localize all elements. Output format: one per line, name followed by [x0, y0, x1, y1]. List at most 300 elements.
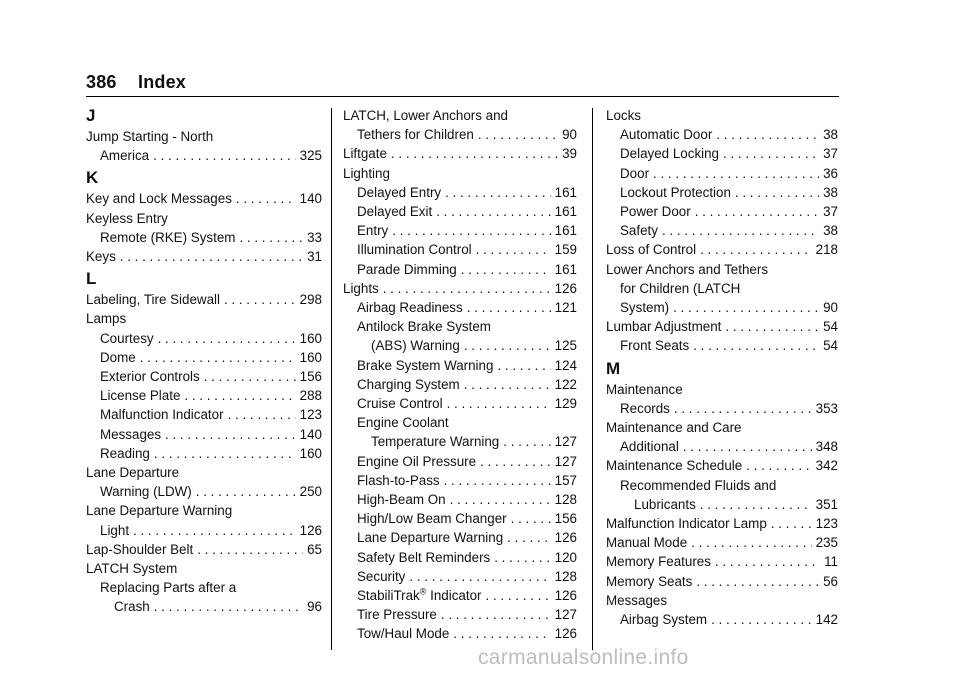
- page-reference: 126: [554, 280, 577, 296]
- dot-leader: [695, 202, 819, 221]
- entry-label: Illumination Control: [357, 242, 472, 258]
- entry-text: [620, 437, 679, 456]
- index-entry: [343, 356, 577, 375]
- page-reference: 250: [299, 484, 322, 500]
- index-entry: [606, 144, 838, 163]
- index-entry: [343, 317, 577, 336]
- index-entry: [86, 228, 322, 247]
- index-entry: [343, 298, 577, 317]
- entry-text: [100, 386, 180, 405]
- page-reference: 127: [554, 434, 577, 450]
- page-reference: 298: [299, 292, 322, 308]
- entry-text: [100, 578, 236, 597]
- entry-text: [371, 432, 499, 451]
- dot-leader: [653, 164, 819, 183]
- entry-text: [100, 405, 224, 424]
- index-entry: [86, 209, 322, 228]
- index-entry: [86, 405, 322, 424]
- dot-leader: [196, 482, 296, 501]
- entry-label: Replacing Parts after a: [100, 580, 237, 596]
- page-reference: 140: [299, 426, 322, 442]
- page-reference: 348: [815, 439, 838, 455]
- index-entry: [343, 452, 577, 471]
- index-entry: [86, 444, 322, 463]
- entry-text: [86, 127, 213, 146]
- page-reference: 161: [554, 223, 577, 239]
- entry-label: Remote (RKE) System: [100, 229, 236, 245]
- entry-text: [357, 567, 405, 586]
- page-reference: 38: [823, 184, 838, 200]
- entry-label: Delayed Exit: [357, 204, 433, 220]
- entry-text: [357, 471, 440, 490]
- entry-text: [86, 463, 179, 482]
- entry-label: Liftgate: [343, 146, 387, 162]
- entry-label: Dome: [100, 349, 136, 365]
- entry-label: Crash: [114, 599, 150, 615]
- entry-text: [357, 221, 388, 240]
- dot-leader: [494, 548, 550, 567]
- dot-leader: [204, 367, 296, 386]
- entry-text: [343, 164, 390, 183]
- dot-leader: [461, 260, 551, 279]
- entry-text: [620, 183, 731, 202]
- entry-label: High-Beam On: [357, 492, 446, 508]
- index-entry: [606, 260, 838, 279]
- page-reference: 123: [299, 407, 322, 423]
- section-letter: L: [86, 269, 97, 289]
- dot-leader: [383, 279, 551, 298]
- entry-label: Lap-Shoulder Belt: [86, 541, 194, 557]
- entry-label: StabiliTrak: [357, 588, 420, 604]
- index-entry: [86, 309, 322, 328]
- dot-leader: [441, 605, 551, 624]
- index-entry: [343, 471, 577, 490]
- page-reference: 156: [299, 369, 322, 385]
- entry-label: Front Seats: [620, 338, 690, 354]
- dot-leader: [409, 567, 550, 586]
- index-entry: [606, 437, 838, 456]
- entry-label: Brake System Warning: [357, 357, 494, 373]
- page-reference: 342: [815, 458, 838, 474]
- entry-label: Temperature Warning: [371, 434, 500, 450]
- entry-label: Light: [100, 522, 130, 538]
- dot-leader: [392, 221, 550, 240]
- page-reference: 126: [554, 588, 577, 604]
- index-entry: [343, 413, 577, 432]
- dot-leader: [683, 437, 812, 456]
- page-title: Index: [138, 72, 187, 92]
- entry-text: [620, 336, 689, 355]
- entry-text: [100, 521, 129, 540]
- page-reference: 39: [562, 146, 577, 162]
- section-letter: M: [606, 358, 621, 378]
- dot-leader: [444, 471, 551, 490]
- entry-text: [606, 572, 692, 591]
- dot-leader: [133, 521, 296, 540]
- dot-leader: [716, 125, 819, 144]
- dot-leader: [445, 183, 551, 202]
- dot-leader: [153, 146, 296, 165]
- entry-text: [357, 624, 449, 643]
- index-entry: [606, 610, 838, 629]
- page-reference: 353: [815, 400, 838, 416]
- entry-label: Engine Coolant: [357, 415, 449, 431]
- index-entry: [606, 456, 838, 475]
- entry-label: Delayed Locking: [620, 146, 720, 162]
- entry-label: Malfunction Indicator Lamp: [606, 516, 767, 532]
- entry-text: [86, 247, 116, 266]
- entry-label: (ABS) Warning: [371, 338, 460, 354]
- entry-label: Maintenance: [606, 381, 683, 397]
- entry-label: Keyless Entry: [86, 210, 168, 226]
- dot-leader: [239, 228, 303, 247]
- entry-label: Lubricants: [634, 496, 696, 512]
- entry-text: [620, 221, 658, 240]
- page-reference: 33: [307, 229, 322, 245]
- page-reference: 157: [554, 472, 577, 488]
- dot-leader: [224, 290, 296, 309]
- entry-text: [606, 533, 687, 552]
- section-letter: K: [86, 168, 99, 188]
- page-reference: 37: [823, 204, 838, 220]
- dot-leader: [673, 298, 819, 317]
- entry-text: [86, 290, 220, 309]
- entry-label: Tire Pressure: [357, 607, 437, 623]
- dot-leader: [154, 444, 296, 463]
- page-reference: 161: [554, 184, 577, 200]
- entry-text: [606, 106, 641, 125]
- dot-leader: [486, 586, 551, 605]
- index-entry: [343, 202, 577, 221]
- page-reference: 160: [299, 330, 322, 346]
- page-reference: 161: [554, 204, 577, 220]
- entry-label: Lane Departure Warning: [86, 503, 233, 519]
- index-entry: [343, 624, 577, 643]
- page-reference: 65: [307, 541, 322, 557]
- entry-text: [357, 260, 457, 279]
- dot-leader: [436, 202, 550, 221]
- index-entry: [343, 490, 577, 509]
- dot-leader: [507, 528, 551, 547]
- dot-leader: [154, 597, 303, 616]
- entry-label: LATCH System: [86, 561, 178, 577]
- entry-label: Loss of Control: [606, 242, 697, 258]
- page-reference: 126: [299, 522, 322, 538]
- index-entry: [86, 146, 322, 165]
- entry-label: Lane Departure Warning: [357, 530, 504, 546]
- entry-label: Warning (LDW): [100, 484, 192, 500]
- entry-text: [606, 380, 683, 399]
- dot-leader: [228, 405, 296, 424]
- entry-label: Reading: [100, 445, 150, 461]
- dot-leader: [725, 317, 819, 336]
- index-entry: [606, 572, 838, 591]
- entry-label: Delayed Entry: [357, 184, 442, 200]
- entry-text: [620, 399, 670, 418]
- header-rule: [86, 96, 839, 97]
- dot-leader: [691, 533, 812, 552]
- index-entry: [343, 125, 577, 144]
- page-reference: 218: [815, 242, 838, 258]
- entry-text: [620, 476, 776, 495]
- page-reference: 125: [554, 338, 577, 354]
- entry-text: [357, 298, 463, 317]
- dot-leader: [140, 348, 296, 367]
- page-reference: 54: [823, 338, 838, 354]
- entry-label: Tethers for Children: [357, 127, 474, 143]
- index-column-3: [606, 106, 838, 629]
- page-header: [86, 72, 186, 93]
- index-entry: [86, 559, 322, 578]
- entry-label: Maintenance and Care: [606, 420, 742, 436]
- page-reference: 351: [815, 496, 838, 512]
- page-reference: 122: [554, 376, 577, 392]
- index-entry: [606, 591, 838, 610]
- entry-text: [606, 456, 742, 475]
- page-reference: 31: [307, 249, 322, 265]
- dot-leader: [696, 572, 819, 591]
- index-entry: [86, 482, 322, 501]
- entry-label: System): [620, 300, 670, 316]
- index-entry: [606, 202, 838, 221]
- entry-text: [100, 425, 161, 444]
- entry-text: [343, 106, 508, 125]
- index-entry: [343, 106, 577, 125]
- entry-label: Security: [357, 568, 406, 584]
- entry-label: Exterior Controls: [100, 369, 200, 385]
- page-reference: 160: [299, 349, 322, 365]
- entry-text: [620, 144, 719, 163]
- dot-leader: [674, 399, 812, 418]
- index-entry: [86, 290, 322, 309]
- index-entry: [86, 540, 322, 559]
- entry-text: [114, 597, 150, 616]
- page-reference: 325: [299, 148, 322, 164]
- dot-leader: [450, 490, 551, 509]
- index-entry: [86, 521, 322, 540]
- entry-text: [86, 209, 168, 228]
- dot-leader: [476, 240, 551, 259]
- entry-text: [357, 125, 474, 144]
- index-entry: [606, 476, 838, 495]
- index-entry: [343, 183, 577, 202]
- page-reference: 142: [815, 612, 838, 628]
- entry-text: [620, 279, 740, 298]
- entry-label: Memory Seats: [606, 573, 693, 589]
- entry-label: Lockout Protection: [620, 184, 731, 200]
- entry-text: [100, 348, 136, 367]
- entry-text: [357, 356, 493, 375]
- index-entry: [86, 367, 322, 386]
- index-entry: [343, 375, 577, 394]
- index-entry: [343, 164, 577, 183]
- entry-text: [357, 317, 491, 336]
- index-entry: [606, 164, 838, 183]
- page-reference: 128: [554, 492, 577, 508]
- page-reference: 96: [307, 599, 322, 615]
- page-reference: 160: [299, 445, 322, 461]
- entry-label: Entry: [357, 223, 389, 239]
- dot-leader: [480, 452, 551, 471]
- dot-leader: [453, 624, 550, 643]
- index-entry: [606, 317, 838, 336]
- entry-text: [620, 298, 669, 317]
- index-entry: [606, 514, 838, 533]
- page-reference: 126: [554, 626, 577, 642]
- entry-label: High/Low Beam Changer: [357, 511, 507, 527]
- page-reference: 159: [554, 242, 577, 258]
- index-entry: [343, 528, 577, 547]
- entry-text: [343, 144, 387, 163]
- dot-leader: [478, 125, 558, 144]
- page-reference: 36: [823, 165, 838, 181]
- index-entry: [86, 329, 322, 348]
- page-reference: 127: [554, 453, 577, 469]
- entry-label: Door: [620, 165, 650, 181]
- entry-label: Lamps: [86, 311, 127, 327]
- entry-label: Flash-to-Pass: [357, 472, 440, 488]
- page-reference: 120: [554, 549, 577, 565]
- index-entry: [343, 221, 577, 240]
- column-divider: [331, 108, 332, 650]
- entry-label: Engine Oil Pressure: [357, 453, 477, 469]
- entry-label: Messages: [100, 426, 162, 442]
- page-reference: 38: [823, 223, 838, 239]
- page-reference: 54: [823, 319, 838, 335]
- dot-leader: [391, 144, 558, 163]
- page-reference: 161: [554, 261, 577, 277]
- entry-label: America: [100, 148, 150, 164]
- entry-label: Power Door: [620, 204, 691, 220]
- entry-text: [606, 591, 667, 610]
- entry-text: [357, 375, 460, 394]
- dot-leader: [184, 386, 295, 405]
- dot-leader: [467, 298, 551, 317]
- page-number: 386: [86, 72, 117, 92]
- entry-label: Automatic Door: [620, 127, 713, 143]
- entry-label: Maintenance Schedule: [606, 458, 743, 474]
- entry-text: [357, 183, 441, 202]
- entry-label: Parade Dimming: [357, 261, 457, 277]
- index-entry: [343, 279, 577, 298]
- entry-text: [100, 482, 192, 501]
- entry-text: [357, 394, 443, 413]
- entry-label: Messages: [606, 592, 668, 608]
- entry-text: [606, 514, 767, 533]
- entry-text: [357, 509, 507, 528]
- entry-text: [371, 336, 460, 355]
- dot-leader: [715, 552, 820, 571]
- entry-label: Lower Anchors and Tethers: [606, 261, 769, 277]
- entry-label: Keys: [86, 249, 116, 265]
- index-entry: [343, 586, 577, 605]
- dot-leader: [700, 240, 812, 259]
- entry-label: Malfunction Indicator: [100, 407, 224, 423]
- entry-text: [100, 367, 200, 386]
- dot-leader: [771, 514, 812, 533]
- entry-text: [343, 279, 379, 298]
- index-entry: [343, 394, 577, 413]
- entry-text: [100, 146, 149, 165]
- page-reference: 127: [554, 607, 577, 623]
- index-entry: [86, 386, 322, 405]
- entry-text: [620, 202, 691, 221]
- entry-label: Cruise Control: [357, 396, 443, 412]
- entry-label: Additional: [620, 439, 679, 455]
- entry-text: [606, 552, 711, 571]
- dot-leader: [464, 336, 551, 355]
- entry-text: [357, 240, 472, 259]
- entry-label: License Plate: [100, 388, 181, 404]
- entry-text: [86, 309, 126, 328]
- index-entry: [606, 240, 838, 259]
- entry-text: [606, 317, 721, 336]
- index-entry: [606, 533, 838, 552]
- entry-text: [86, 540, 193, 559]
- dot-leader: [746, 456, 811, 475]
- dot-leader: [165, 425, 296, 444]
- entry-label: Lumbar Adjustment: [606, 319, 722, 335]
- entry-text: [357, 202, 432, 221]
- index-entry: [606, 279, 838, 298]
- page-reference: 56: [823, 573, 838, 589]
- dot-leader: [693, 336, 819, 355]
- entry-label: for Children (LATCH: [620, 280, 741, 296]
- entry-text: [357, 490, 446, 509]
- dot-leader: [700, 495, 812, 514]
- entry-label: Lights: [343, 280, 379, 296]
- entry-label: Key and Lock Messages: [86, 191, 232, 207]
- index-entry: [343, 144, 577, 163]
- entry-text: [100, 444, 150, 463]
- entry-text: [100, 228, 235, 247]
- index-entry: [86, 501, 322, 520]
- entry-label: Antilock Brake System: [357, 319, 491, 335]
- entry-text: [357, 548, 490, 567]
- dot-leader: [735, 183, 819, 202]
- entry-text: [606, 260, 768, 279]
- dot-leader: [723, 144, 819, 163]
- index-entry: [343, 240, 577, 259]
- page-reference: 126: [554, 530, 577, 546]
- dot-leader: [120, 247, 303, 266]
- index-entry: [343, 260, 577, 279]
- entry-label: Lighting: [343, 165, 390, 181]
- entry-label: Tow/Haul Mode: [357, 626, 450, 642]
- index-entry: [606, 221, 838, 240]
- index-entry: [606, 336, 838, 355]
- entry-label: Courtesy: [100, 330, 154, 346]
- entry-label: Labeling, Tire Sidewall: [86, 292, 220, 308]
- page-reference: 121: [554, 300, 577, 316]
- dot-leader: [511, 509, 551, 528]
- entry-label: Airbag System: [620, 612, 708, 628]
- page-reference: 235: [815, 535, 838, 551]
- page-reference: 128: [554, 568, 577, 584]
- page-reference: 129: [554, 396, 577, 412]
- dot-leader: [464, 375, 551, 394]
- dot-leader: [503, 432, 550, 451]
- entry-label: Lane Departure: [86, 465, 180, 481]
- entry-text: [100, 329, 154, 348]
- dot-leader: [236, 189, 296, 208]
- dot-leader: [197, 540, 303, 559]
- index-entry: [86, 425, 322, 444]
- entry-text: [357, 528, 503, 547]
- index-entry: [606, 125, 838, 144]
- registered-mark: ®: [419, 586, 427, 597]
- page-reference: 90: [823, 300, 838, 316]
